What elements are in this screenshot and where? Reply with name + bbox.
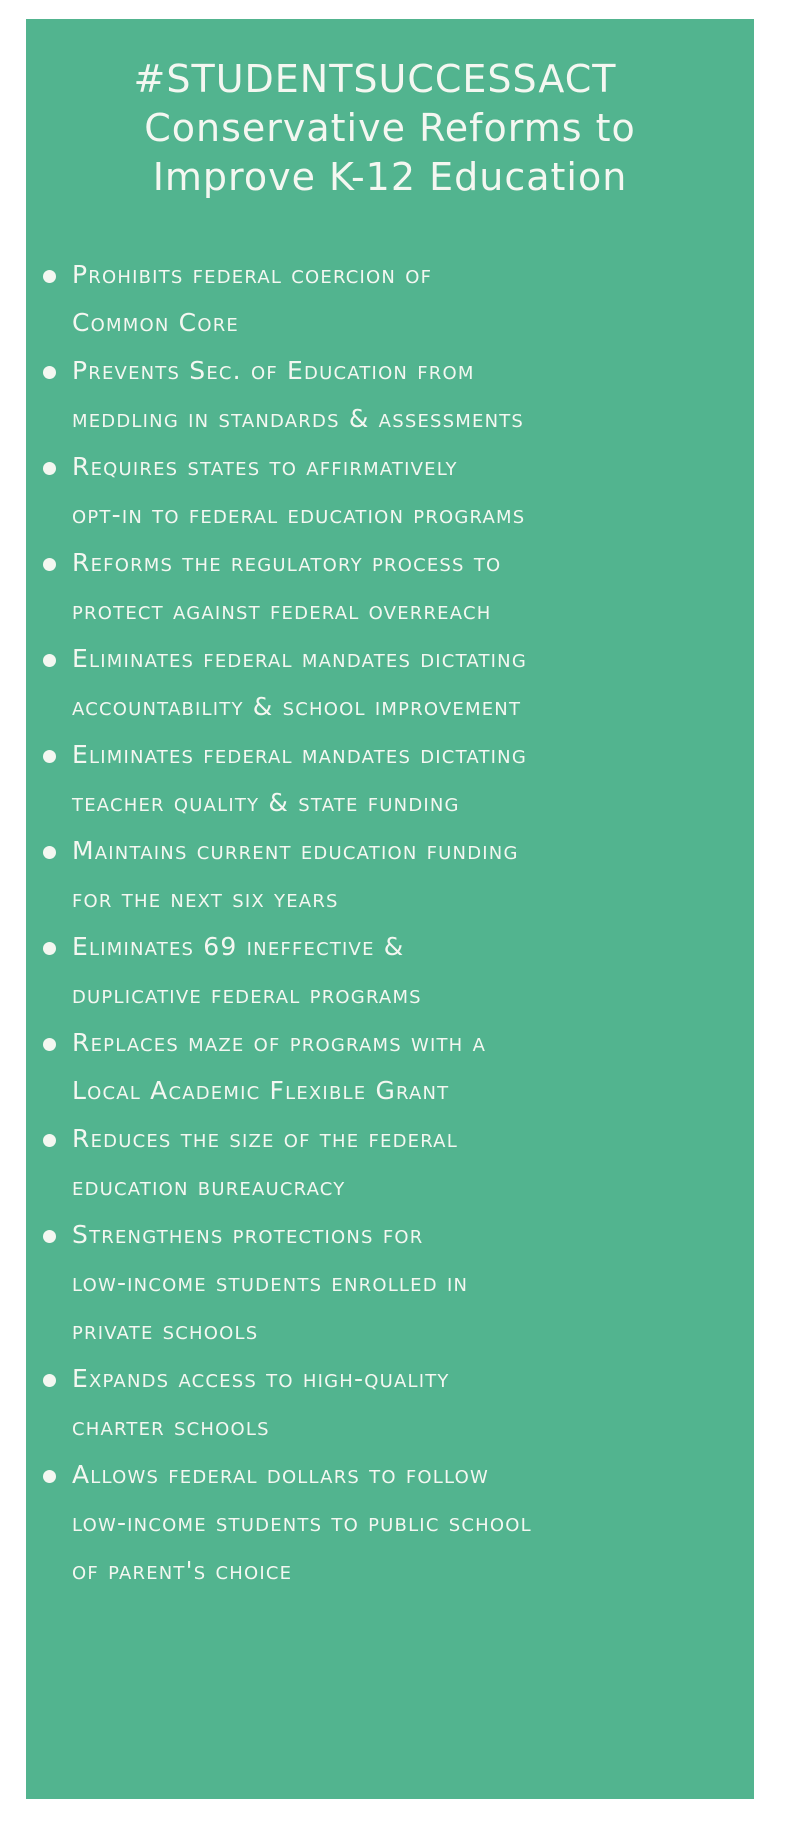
list-item: Reforms the regulatory process to protect against federal overreach xyxy=(26,539,754,635)
list-item: Prevents Sec. of Education from meddling in standards & assessments xyxy=(26,347,754,443)
list-item: Expands access to high-quality charter schools xyxy=(26,1355,754,1451)
bullet-icon xyxy=(43,1374,56,1387)
list-item: Reduces the size of the federal education bureaucracy xyxy=(26,1115,754,1211)
bullet-icon xyxy=(43,1230,56,1243)
bullet-icon xyxy=(43,846,56,859)
title-line-3: Improve K-12 Education xyxy=(152,155,628,199)
list-item: Maintains current education funding for the next six years xyxy=(26,827,754,923)
list-item: Strengthens protections for low-income students enrolled in private schools xyxy=(26,1211,754,1355)
bullet-icon xyxy=(43,1470,56,1483)
list-item: Requires states to affirmatively opt-in to federal education programs xyxy=(26,443,754,539)
list-item: Allows federal dollars to follow low-income students to public school of parent's choice xyxy=(26,1451,754,1595)
bullet-icon xyxy=(43,270,56,283)
list-item: Eliminates federal mandates dictating teacher quality & state funding xyxy=(26,731,754,827)
title-line-2: Conservative Reforms to xyxy=(144,106,636,150)
bullet-icon xyxy=(43,1134,56,1147)
bullet-icon xyxy=(43,1038,56,1051)
bullet-icon xyxy=(43,558,56,571)
reform-list xyxy=(26,251,754,1595)
bullet-icon xyxy=(43,942,56,955)
bullet-icon xyxy=(43,750,56,763)
title-hashtag: #STUDENTSUCCESSACT xyxy=(133,57,617,101)
chalkboard-panel xyxy=(26,19,754,1799)
bullet-icon xyxy=(43,654,56,667)
page-title xyxy=(26,55,754,202)
list-item: Eliminates 69 ineffective & duplicative federal programs xyxy=(26,923,754,1019)
list-item: Prohibits federal coercion of Common Core xyxy=(26,251,754,347)
bullet-icon xyxy=(43,462,56,475)
list-item: Eliminates federal mandates dictating accountability & school improvement xyxy=(26,635,754,731)
bullet-icon xyxy=(43,366,56,379)
list-item: Replaces maze of programs with a Local Academic Flexible Grant xyxy=(26,1019,754,1115)
